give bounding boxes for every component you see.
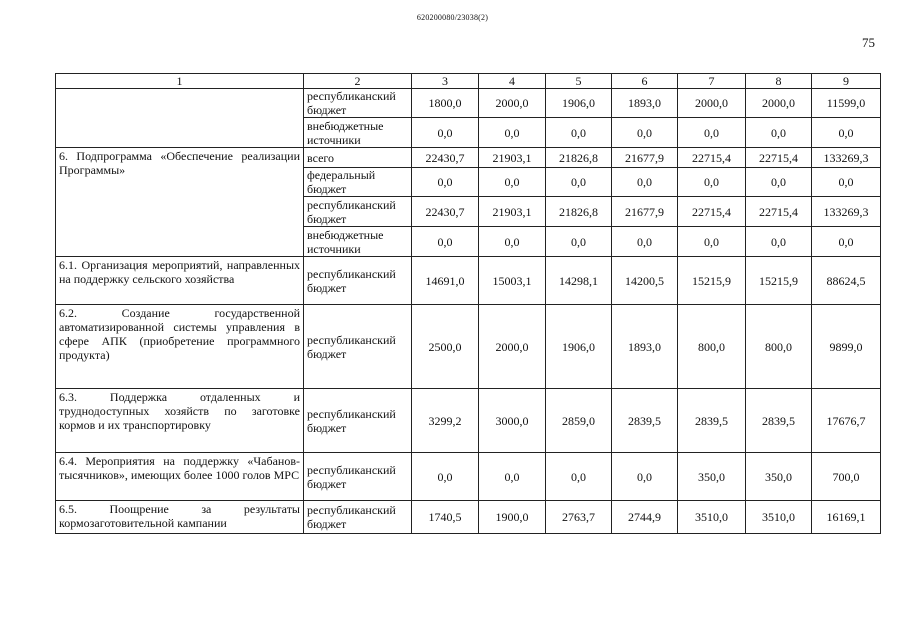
value-cell: 0,0 bbox=[412, 453, 479, 501]
value-cell: 1893,0 bbox=[612, 305, 678, 389]
value-cell: 0,0 bbox=[546, 227, 612, 257]
funding-source-cell: республиканский бюджет bbox=[304, 257, 412, 305]
column-header: 7 bbox=[678, 74, 746, 89]
value-cell: 22715,4 bbox=[678, 148, 746, 168]
value-cell: 2000,0 bbox=[678, 89, 746, 118]
program-name-cell: 6.2. Создание государственной автоматизированной системы управления в сфере АПК (приобретение программного продукта) bbox=[56, 305, 304, 389]
value-cell: 0,0 bbox=[812, 118, 881, 148]
funding-source-cell: федеральный бюджет bbox=[304, 168, 412, 197]
value-cell: 21677,9 bbox=[612, 197, 678, 227]
value-cell: 22715,4 bbox=[746, 148, 812, 168]
value-cell: 21826,8 bbox=[546, 148, 612, 168]
value-cell: 9899,0 bbox=[812, 305, 881, 389]
value-cell: 800,0 bbox=[678, 305, 746, 389]
value-cell: 14298,1 bbox=[546, 257, 612, 305]
table-row bbox=[56, 148, 881, 168]
program-name-cell: 6. Подпрограмма «Обеспечение реализации Программы» bbox=[56, 148, 304, 257]
value-cell: 14691,0 bbox=[412, 257, 479, 305]
value-cell: 0,0 bbox=[812, 227, 881, 257]
column-header: 1 bbox=[56, 74, 304, 89]
value-cell: 0,0 bbox=[479, 227, 546, 257]
value-cell: 0,0 bbox=[412, 227, 479, 257]
value-cell: 14200,5 bbox=[612, 257, 678, 305]
value-cell: 0,0 bbox=[546, 118, 612, 148]
value-cell: 3510,0 bbox=[678, 501, 746, 534]
table-row bbox=[56, 257, 881, 305]
value-cell: 0,0 bbox=[678, 168, 746, 197]
funding-source-cell: республиканский бюджет bbox=[304, 501, 412, 534]
funding-source-cell: внебюджетные источники bbox=[304, 227, 412, 257]
value-cell: 3299,2 bbox=[412, 389, 479, 453]
value-cell: 0,0 bbox=[812, 168, 881, 197]
program-name-cell: 6.3. Поддержка отдаленных и труднодоступных хозяйств по заготовке кормов и их транспортировку bbox=[56, 389, 304, 453]
value-cell: 2744,9 bbox=[612, 501, 678, 534]
column-header: 2 bbox=[304, 74, 412, 89]
value-cell: 2859,0 bbox=[546, 389, 612, 453]
value-cell: 22715,4 bbox=[746, 197, 812, 227]
value-cell: 0,0 bbox=[612, 453, 678, 501]
value-cell: 15215,9 bbox=[678, 257, 746, 305]
funding-source-cell: республиканский бюджет bbox=[304, 197, 412, 227]
value-cell: 22715,4 bbox=[678, 197, 746, 227]
column-header: 8 bbox=[746, 74, 812, 89]
program-name-cell: 6.4. Мероприятия на поддержку «Чабанов-тысячников», имеющих более 1000 голов МРС bbox=[56, 453, 304, 501]
funding-source-cell: республиканский бюджет bbox=[304, 389, 412, 453]
value-cell: 2000,0 bbox=[479, 89, 546, 118]
value-cell: 0,0 bbox=[546, 168, 612, 197]
value-cell: 800,0 bbox=[746, 305, 812, 389]
table-row bbox=[56, 389, 881, 453]
value-cell: 133269,3 bbox=[812, 148, 881, 168]
value-cell: 2500,0 bbox=[412, 305, 479, 389]
value-cell: 0,0 bbox=[479, 168, 546, 197]
value-cell: 350,0 bbox=[746, 453, 812, 501]
value-cell: 350,0 bbox=[678, 453, 746, 501]
value-cell: 0,0 bbox=[546, 453, 612, 501]
value-cell: 2839,5 bbox=[612, 389, 678, 453]
value-cell: 21903,1 bbox=[479, 197, 546, 227]
column-header: 4 bbox=[479, 74, 546, 89]
value-cell: 0,0 bbox=[612, 168, 678, 197]
value-cell: 2000,0 bbox=[746, 89, 812, 118]
column-number-row bbox=[56, 74, 881, 89]
value-cell: 22430,7 bbox=[412, 148, 479, 168]
table-row bbox=[56, 89, 881, 118]
value-cell: 0,0 bbox=[412, 168, 479, 197]
value-cell: 0,0 bbox=[612, 118, 678, 148]
value-cell: 1740,5 bbox=[412, 501, 479, 534]
program-name-cell: 6.5. Поощрение за результаты кормозаготовительной кампании bbox=[56, 501, 304, 534]
value-cell: 0,0 bbox=[678, 118, 746, 148]
value-cell: 0,0 bbox=[612, 227, 678, 257]
value-cell: 1906,0 bbox=[546, 305, 612, 389]
value-cell: 15003,1 bbox=[479, 257, 546, 305]
value-cell: 0,0 bbox=[479, 453, 546, 501]
program-name-cell bbox=[56, 89, 304, 148]
value-cell: 2763,7 bbox=[546, 501, 612, 534]
value-cell: 0,0 bbox=[412, 118, 479, 148]
column-header: 6 bbox=[612, 74, 678, 89]
table-row bbox=[56, 501, 881, 534]
value-cell: 1906,0 bbox=[546, 89, 612, 118]
value-cell: 0,0 bbox=[746, 168, 812, 197]
funding-source-cell: всего bbox=[304, 148, 412, 168]
funding-source-cell: внебюджетные источники bbox=[304, 118, 412, 148]
value-cell: 21826,8 bbox=[546, 197, 612, 227]
value-cell: 3510,0 bbox=[746, 501, 812, 534]
value-cell: 11599,0 bbox=[812, 89, 881, 118]
value-cell: 2839,5 bbox=[746, 389, 812, 453]
funding-source-cell: республиканский бюджет bbox=[304, 453, 412, 501]
value-cell: 3000,0 bbox=[479, 389, 546, 453]
column-header: 3 bbox=[412, 74, 479, 89]
column-header: 5 bbox=[546, 74, 612, 89]
table-row bbox=[56, 305, 881, 389]
value-cell: 0,0 bbox=[746, 118, 812, 148]
value-cell: 1900,0 bbox=[479, 501, 546, 534]
value-cell: 21677,9 bbox=[612, 148, 678, 168]
value-cell: 88624,5 bbox=[812, 257, 881, 305]
value-cell: 22430,7 bbox=[412, 197, 479, 227]
budget-table bbox=[55, 73, 881, 534]
program-name-cell: 6.1. Организация мероприятий, направленных на поддержку сельского хозяйства bbox=[56, 257, 304, 305]
table-row bbox=[56, 453, 881, 501]
column-header: 9 bbox=[812, 74, 881, 89]
value-cell: 21903,1 bbox=[479, 148, 546, 168]
value-cell: 0,0 bbox=[746, 227, 812, 257]
value-cell: 2000,0 bbox=[479, 305, 546, 389]
value-cell: 16169,1 bbox=[812, 501, 881, 534]
value-cell: 700,0 bbox=[812, 453, 881, 501]
value-cell: 17676,7 bbox=[812, 389, 881, 453]
page-number: 75 bbox=[862, 35, 875, 50]
value-cell: 133269,3 bbox=[812, 197, 881, 227]
value-cell: 15215,9 bbox=[746, 257, 812, 305]
value-cell: 0,0 bbox=[479, 118, 546, 148]
funding-source-cell: республиканский бюджет bbox=[304, 305, 412, 389]
value-cell: 0,0 bbox=[678, 227, 746, 257]
document-id: 620200080/23038(2) bbox=[416, 13, 489, 22]
value-cell: 2839,5 bbox=[678, 389, 746, 453]
value-cell: 1893,0 bbox=[612, 89, 678, 118]
value-cell: 1800,0 bbox=[412, 89, 479, 118]
funding-source-cell: республиканский бюджет bbox=[304, 89, 412, 118]
